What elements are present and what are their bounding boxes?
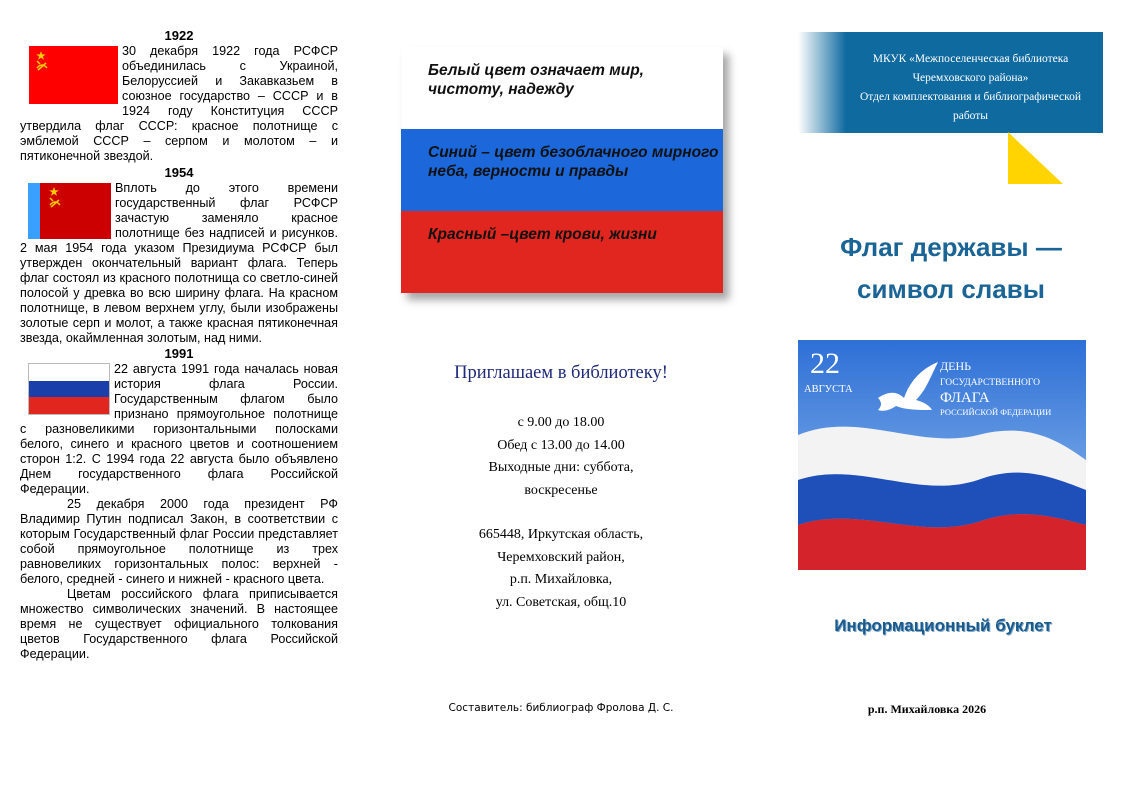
flag-day-banner bbox=[798, 340, 1086, 570]
blue-meaning: Синий – цвет безоблачного мирного неба, верности и правды bbox=[428, 144, 719, 180]
banner-line-1: ДЕНЬ bbox=[940, 359, 972, 373]
address-line: Черемховский район, bbox=[497, 549, 625, 565]
paragraph-colors: Цветам российского флага приписывается множество символических значений. В настоящее время не существует официального толкования цветов Государственного флага Российской Федерации. bbox=[20, 587, 338, 661]
paragraph-1991: 22 августа 1991 года началась новая история флага России. Государственным флагом было признано прямоугольное полотнище с разновеликими горизонтальными полосками белого, синего и красного цветов и соотношением сторон 1:2. С 1994 года 22 августа было объявлено Днем государственного флага Российской Федерации. bbox=[20, 362, 338, 496]
year-1991-heading: 1991 bbox=[164, 346, 194, 361]
history-column bbox=[20, 28, 338, 662]
red-meaning: Красный –цвет крови, жизни bbox=[428, 226, 657, 243]
hours-line: Обед с 13.00 до 14.00 bbox=[497, 437, 625, 453]
banner-month: АВГУСТА bbox=[804, 384, 853, 395]
banner-line-2: ГОСУДАРСТВЕННОГО bbox=[940, 378, 1040, 388]
ussr-flag-1922 bbox=[29, 46, 118, 104]
library-info bbox=[400, 412, 722, 614]
yellow-triangle-decoration bbox=[1008, 132, 1063, 184]
title-line-1: Флаг державы — bbox=[840, 232, 1062, 262]
hours-line: воскресенье bbox=[524, 482, 598, 498]
booklet-label: Информационный буклет bbox=[834, 616, 1052, 635]
paragraph-2000: 25 декабря 2000 года президент РФ Владимир Путин подписал Закон, в соответствии с которым Государственный флаг России представляет собой прямоугольное полотнище из трех равновеликих горизонтальных полос: верхней - белого, средней - синего и нижней - красного цвета. bbox=[20, 497, 338, 586]
address-line: 665448, Иркутская область, bbox=[478, 527, 644, 542]
org-line: Отдел комплектования и библиографической bbox=[859, 91, 1082, 103]
address-line: ул. Советская, общ.10 bbox=[495, 594, 627, 610]
red-band bbox=[401, 211, 723, 293]
year-1922-heading: 1922 bbox=[164, 28, 194, 43]
paragraph-1922: 30 декабря 1922 года РСФСР объединилась с Украиной, Белоруссией и Закавказьем в союзное государство – СССР и в 1924 году Конституция СССР утвердила флаг СССР: красное полотнище с эмблемой СССР – серпом и молотом – и пятиконечной звездой. bbox=[20, 44, 338, 163]
hours-line: с 9.00 до 18.00 bbox=[517, 415, 605, 430]
paragraph-1954: Вплоть до этого времени государственный флаг РСФСР зачастую заменяло красное полотнище без надписей и рисунков. 2 мая 1954 года указом Президиума РСФСР был утвержден окончательный вариант флага. Теперь флаг состоял из красного полотнища со светло-синей полосой у древка во всю ширину флага. На красном полотнище, в левом верхнем углу, были изображены золотые серп и молот, а также красная пятиконечная звезда, окаймленная золотым, над ними. bbox=[20, 181, 338, 345]
invite-heading: Приглашаем в библиотеку! bbox=[454, 363, 668, 383]
organization-text bbox=[838, 50, 1103, 126]
white-band bbox=[401, 47, 723, 129]
blue-band bbox=[401, 129, 723, 211]
organization-box bbox=[798, 32, 1103, 133]
city-year: р.п. Михайловка 2026 bbox=[867, 702, 987, 716]
banner-day: 22 bbox=[810, 347, 840, 380]
white-meaning: Белый цвет означает мир, чистоту, надежду bbox=[428, 62, 644, 98]
russia-flag-1991 bbox=[28, 363, 110, 415]
title-line-2: символ славы bbox=[857, 274, 1045, 304]
banner-line-3: ФЛАГА bbox=[940, 390, 990, 406]
compiler-credit: Составитель: библиограф Фролова Д. С. bbox=[448, 702, 674, 714]
year-1954-heading: 1954 bbox=[164, 165, 194, 180]
main-title bbox=[806, 226, 1096, 310]
flag-colors-meaning bbox=[401, 47, 723, 293]
org-line: МКУК «Межпоселенческая библиотека bbox=[872, 53, 1069, 65]
rsfsr-flag-1954 bbox=[28, 183, 111, 239]
hours-line: Выходные дни: суббота, bbox=[488, 460, 634, 475]
banner-line-4: РОССИЙСКОЙ ФЕДЕРАЦИИ bbox=[940, 407, 1052, 417]
address-line: р.п. Михайловка, bbox=[509, 572, 613, 587]
org-line: работы bbox=[952, 110, 989, 122]
org-line: Черемховского района» bbox=[912, 72, 1029, 84]
